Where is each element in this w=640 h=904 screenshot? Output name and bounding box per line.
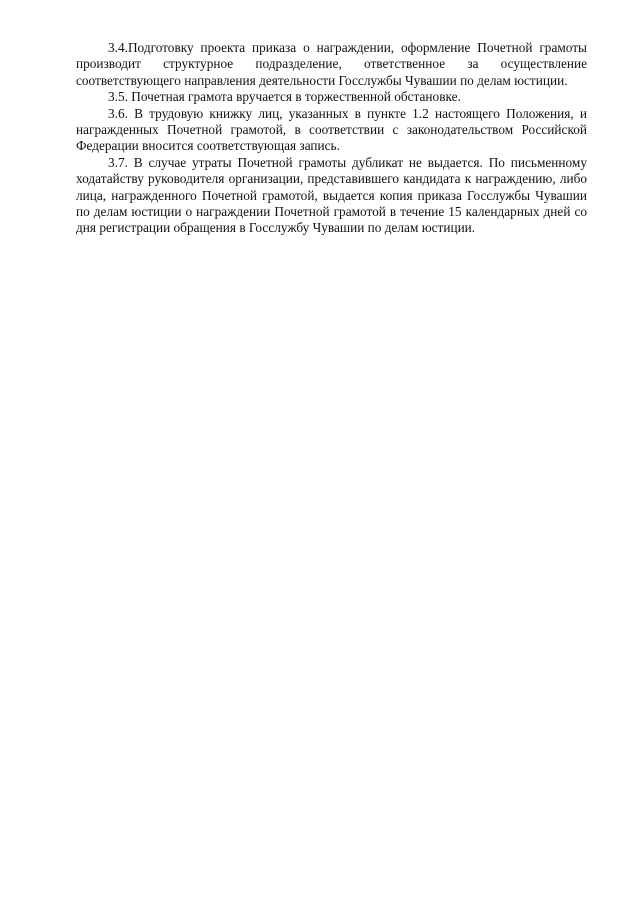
paragraph-3-7: 3.7. В случае утраты Почетной грамоты дубликат не выдается. По письменному ходатайству руководителя организации, представившего кандидата к награждению, либо лица, награжденного Почетной грамотой, выдается копия приказа Госслужбы Чувашии по делам юстиции о награждении Почетной грамотой в течение 15 календарных дней со дня регистрации обращения в Госслужбу Чувашии по делам юстиции. <box>76 154 587 236</box>
paragraph-3-4: 3.4.Подготовку проекта приказа о награждении, оформление Почетной грамоты производит структурное подразделение, ответственное за осуществление соответствующего направления деятельности Госслужбы Чувашии по делам юстиции. <box>76 40 587 88</box>
document-page <box>76 40 587 237</box>
paragraph-3-5: 3.5. Почетная грамота вручается в торжественной обстановке. <box>108 89 461 105</box>
paragraph-3-6: 3.6. В трудовую книжку лиц, указанных в пункте 1.2 настоящего Положения, и награжденных Почетной грамотой, в соответствии с законодательством Российской Федерации вносится соответствующая запись. <box>76 105 587 154</box>
